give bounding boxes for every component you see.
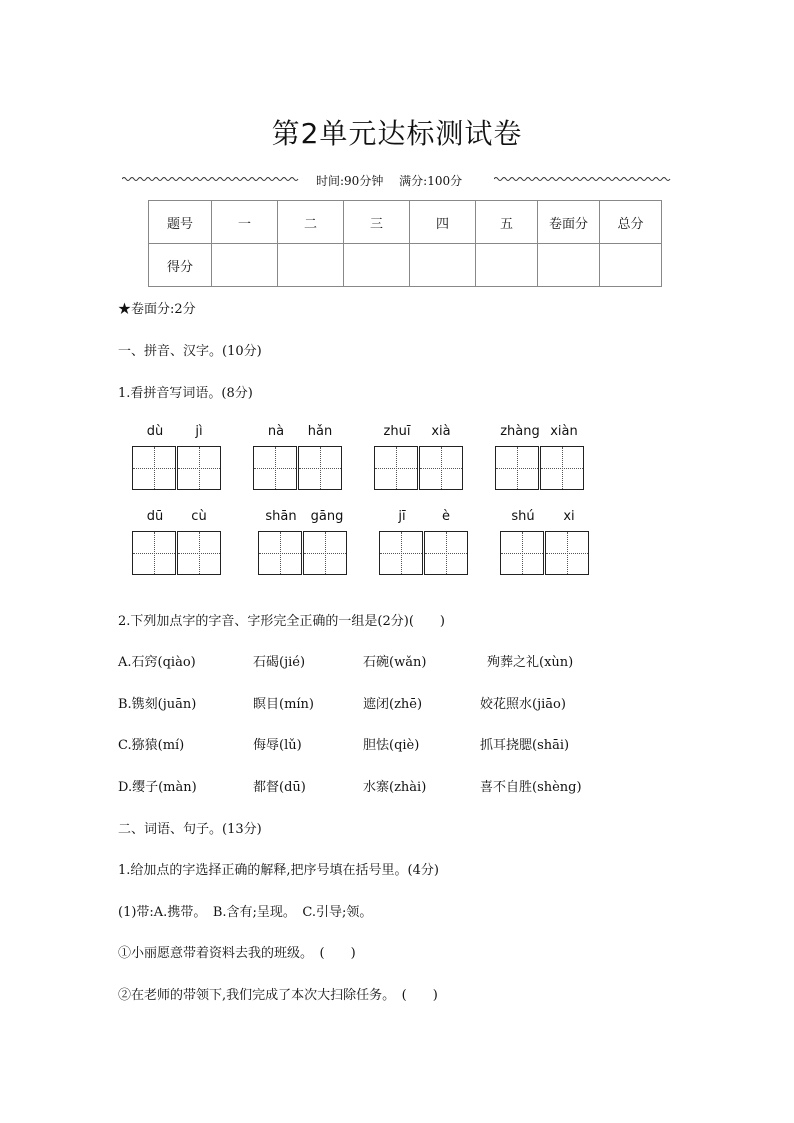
header-cell: 三 <box>344 201 410 244</box>
decorative-wave-right <box>494 176 672 182</box>
score-cell[interactable] <box>344 244 410 287</box>
handwriting-score-note: ★卷面分:2分 <box>118 302 196 317</box>
option-d-4: 喜不自胜(shèng) <box>480 780 582 795</box>
option-c-2: 侮辱(lǔ) <box>253 738 302 753</box>
pinyin-syllable: dū <box>146 509 164 524</box>
writing-grid-cell[interactable] <box>132 531 176 575</box>
pinyin-syllable: shān <box>265 509 297 524</box>
question-2-prompt: 2.下列加点字的字音、字形完全正确的一组是(2分)( ) <box>118 614 445 629</box>
section-1-heading: 一、拼音、汉字。(10分) <box>118 344 262 359</box>
pinyin-word-item <box>374 424 466 492</box>
writing-grid-cell[interactable] <box>177 446 221 490</box>
question-3-prompt: 1.给加点的字选择正确的解释,把序号填在括号里。(4分) <box>118 863 439 878</box>
option-a-3: 石碗(wǎn) <box>363 655 427 670</box>
writing-grid-cell[interactable] <box>298 446 342 490</box>
pinyin-word-item <box>495 424 587 492</box>
subtitle-line <box>120 172 672 188</box>
question-3-options: (1)带:A.携带。 B.含有;呈现。 C.引导;领。 <box>118 905 373 920</box>
time-limit: 时间:90分钟 <box>316 174 384 188</box>
writing-grid-cell[interactable] <box>545 531 589 575</box>
pinyin-syllable: xiàn <box>550 424 578 439</box>
question-3-item-2[interactable]: ②在老师的带领下,我们完成了本次大扫除任务。 ( ) <box>118 988 438 1003</box>
pinyin-syllable: nà <box>267 424 285 439</box>
pinyin-syllable: gāng <box>310 509 344 524</box>
writing-grid-cell[interactable] <box>374 446 418 490</box>
option-c-3: 胆怯(qiè) <box>363 738 420 753</box>
pinyin-word-item <box>253 424 345 492</box>
pinyin-word-item <box>500 509 592 577</box>
question-1-prompt: 1.看拼音写词语。(8分) <box>118 386 253 401</box>
pinyin-syllable: cù <box>191 509 207 524</box>
score-table-score-row <box>149 244 662 287</box>
option-a-1: A.石窍(qiào) <box>118 655 196 670</box>
score-table <box>148 200 662 287</box>
writing-grid-cell[interactable] <box>495 446 539 490</box>
header-cell: 四 <box>410 201 476 244</box>
option-c-4: 抓耳挠腮(shāi) <box>480 738 570 753</box>
pinyin-word-item <box>258 509 350 577</box>
option-b-3: 遮闭(zhē) <box>363 697 423 712</box>
writing-grid-cell[interactable] <box>500 531 544 575</box>
page-title: 第2单元达标测试卷 <box>271 117 523 150</box>
pinyin-syllable: è <box>442 509 450 524</box>
writing-grid-cell[interactable] <box>419 446 463 490</box>
option-c-1: C.猕猿(mí) <box>118 738 185 753</box>
writing-grid-cell[interactable] <box>258 531 302 575</box>
pinyin-syllable: xià <box>431 424 451 439</box>
option-d-3: 水寨(zhài) <box>363 780 427 795</box>
pinyin-syllable: zhàng <box>500 424 540 439</box>
option-a-2: 石碣(jié) <box>253 655 306 670</box>
pinyin-syllable: jī <box>398 509 406 524</box>
score-cell[interactable] <box>538 244 600 287</box>
writing-grid-cell[interactable] <box>177 531 221 575</box>
option-a-4: 殉葬之礼(xùn) <box>487 655 574 670</box>
writing-grid-cell[interactable] <box>253 446 297 490</box>
header-cell: 一 <box>212 201 278 244</box>
writing-grid-cell[interactable] <box>379 531 423 575</box>
writing-grid-cell[interactable] <box>303 531 347 575</box>
pinyin-syllable: jì <box>195 424 203 439</box>
option-b-4: 姣花照水(jiāo) <box>480 697 566 712</box>
writing-grid-cell[interactable] <box>424 531 468 575</box>
header-cell: 二 <box>278 201 344 244</box>
section-2-heading: 二、词语、句子。(13分) <box>118 822 262 837</box>
score-cell[interactable] <box>410 244 476 287</box>
header-cell: 卷面分 <box>538 201 600 244</box>
pinyin-syllable: shú <box>511 509 535 524</box>
pinyin-syllable: dù <box>146 424 164 439</box>
full-score: 满分:100分 <box>399 174 463 188</box>
writing-grid-cell[interactable] <box>132 446 176 490</box>
option-b-2: 瞑目(mín) <box>253 697 315 712</box>
score-cell[interactable] <box>212 244 278 287</box>
option-d-1: D.缨子(màn) <box>118 780 197 795</box>
header-cell: 总分 <box>600 201 662 244</box>
row-label-cell: 得分 <box>149 244 212 287</box>
pinyin-word-item <box>379 509 471 577</box>
pinyin-syllable: zhuī <box>383 424 411 439</box>
score-cell[interactable] <box>600 244 662 287</box>
pinyin-syllable: hǎn <box>307 424 333 439</box>
option-d-2: 都督(dū) <box>253 780 306 795</box>
pinyin-word-item <box>132 424 224 492</box>
header-cell: 五 <box>476 201 538 244</box>
question-3-item-1[interactable]: ①小丽愿意带着资料去我的班级。 ( ) <box>118 946 356 961</box>
header-cell: 题号 <box>149 201 212 244</box>
writing-grid-cell[interactable] <box>540 446 584 490</box>
score-table-header-row <box>149 201 662 244</box>
score-cell[interactable] <box>278 244 344 287</box>
decorative-wave-left <box>122 176 300 182</box>
score-cell[interactable] <box>476 244 538 287</box>
option-b-1: B.镌刻(juān) <box>118 697 197 712</box>
pinyin-syllable: xi <box>563 509 575 524</box>
pinyin-word-item <box>132 509 224 577</box>
